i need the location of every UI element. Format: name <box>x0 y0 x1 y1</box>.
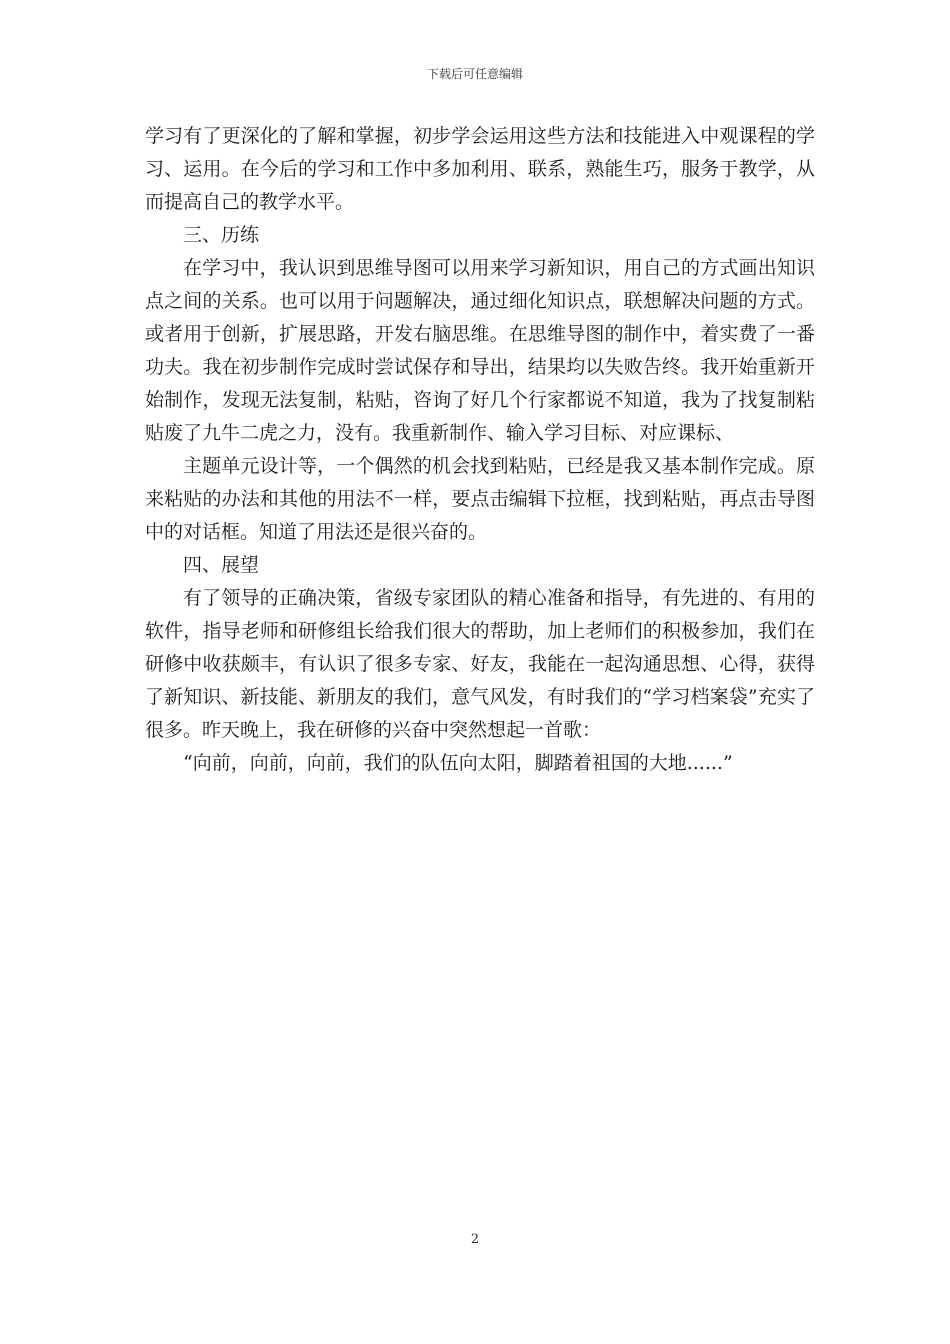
paragraph-song-quote: “向前，向前，向前，我们的队伍向太阳，脚踏着祖国的大地......” <box>183 752 733 774</box>
page-header: 下载后可任意编辑 <box>426 67 523 81</box>
section-heading-outlook: 四、展望 <box>183 554 260 576</box>
paragraph-continuation: 学习有了更深化的了解和掌握，初步学会运用这些方法和技能进入中观课程的学习、运用。在今后的学习和工作中多加利用、联系，熟能生巧，服务于教学，从而提高自己的教学水平。 <box>145 125 815 213</box>
section-heading-practice: 三、历练 <box>183 224 260 246</box>
page-number: 2 <box>470 1232 480 1247</box>
paragraph-paste-discovery: 主题单元设计等，一个偶然的机会找到粘贴，已经是我又基本制作完成。原来粘贴的办法和其他的用法不一样，要点击编辑下拉框，找到粘贴，再点击导图中的对话框。知道了用法还是很兴奋的。 <box>145 455 815 543</box>
paragraph-outlook: 有了领导的正确决策，省级专家团队的精心准备和指导，有先进的、有用的软件，指导老师和研修组长给我们很大的帮助，加上老师们的积极参加，我们在研修中收获颇丰，有认识了很多专家、好友，我能在一起沟通思想、心得，获得了新知识、新技能、新朋友的我们，意气风发，有时我们的“学习档案袋”充实了很多。昨天晚上，我在研修的兴奋中突然想起一首歌： <box>145 587 815 741</box>
paragraph-mindmap-learning: 在学习中，我认识到思维导图可以用来学习新知识，用自己的方式画出知识点之间的关系。也可以用于问题解决，通过细化知识点，联想解决问题的方式。或者用于创新，扩展思路，开发右脑思维。在思维导图的制作中，着实费了一番功夫。我在初步制作完成时尝试保存和导出，结果均以失败告终。我开始重新开始制作，发现无法复制，粘贴，咨询了好几个行家都说不知道，我为了找复制粘贴废了九牛二虎之力，没有。我重新制作、输入学习目标、对应课标、 <box>145 257 815 444</box>
document-body <box>145 120 815 780</box>
